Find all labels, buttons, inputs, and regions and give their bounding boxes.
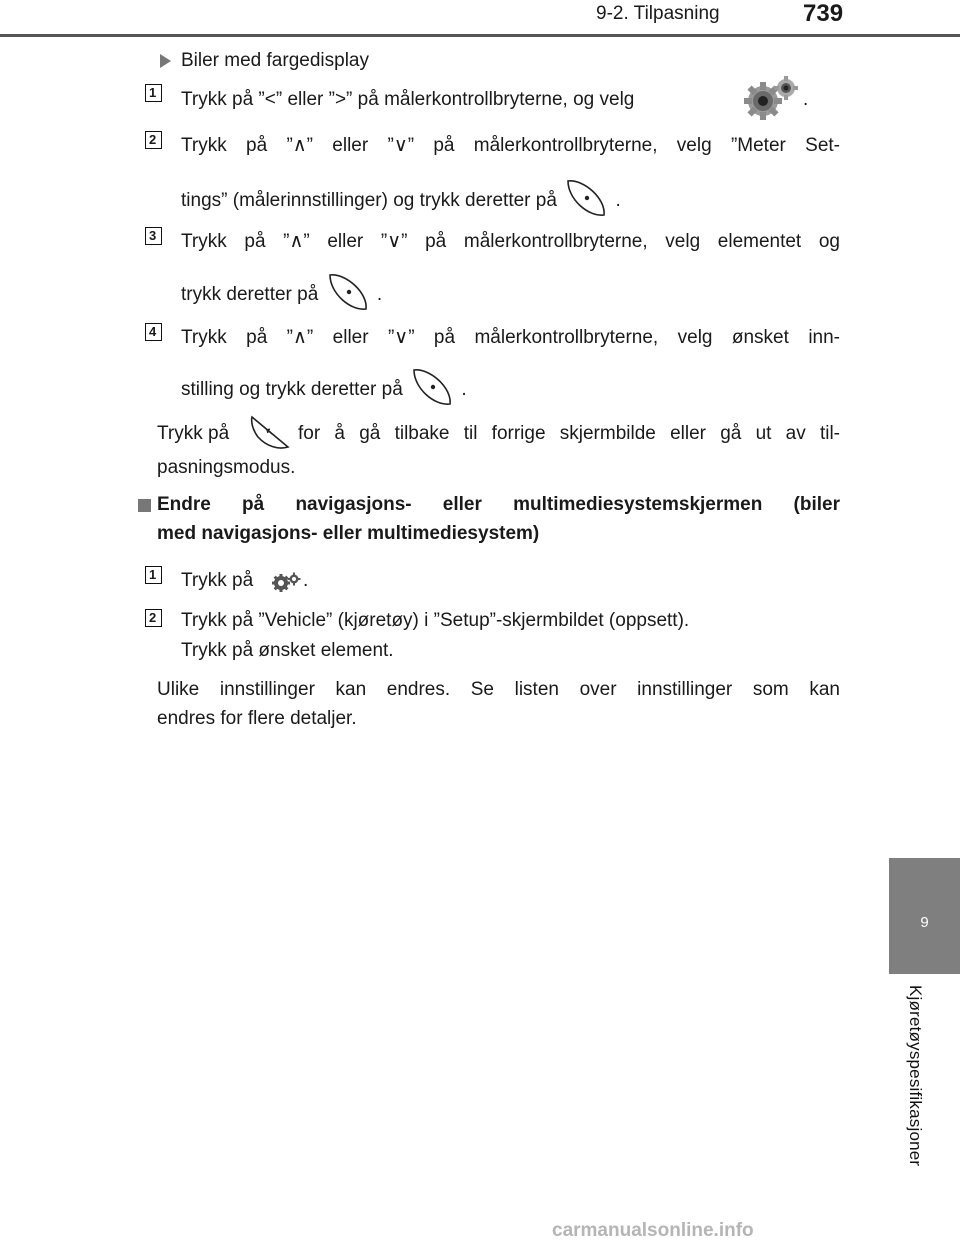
step-text: Trykk på ”∧” eller ”∨” på målerkontrollbryterne, velg elementet og [181, 231, 840, 252]
step-number: 2 [145, 131, 162, 149]
step-text: Trykk på ”∧” eller ”∨” på målerkontrollbryterne, velg ”Meter Set- [181, 135, 840, 156]
gears-icon [744, 76, 800, 125]
step-text-line2: Trykk på ønsket element. [181, 640, 394, 661]
back-note-line1-start: Trykk på [157, 423, 230, 444]
step-text-line2 [181, 366, 467, 414]
section-title: 9-2. Tilpasning [596, 3, 720, 24]
enter-button-icon [324, 271, 372, 319]
section-heading: Endre på navigasjons- eller multimediesystemskjermen (biler [157, 494, 840, 515]
watermark: carmanualsonline.info [552, 1220, 754, 1241]
header-rule [0, 34, 960, 37]
chapter-label: Kjøretøyspesifikasjoner [906, 985, 925, 1167]
step-text-part: . [461, 379, 467, 401]
back-button-icon [248, 413, 292, 458]
step-number: 3 [145, 227, 162, 245]
step-number: 4 [145, 323, 162, 341]
triangle-bullet-icon [160, 54, 171, 68]
step-text-part: stilling og trykk deretter på [181, 379, 403, 401]
step-text: Trykk på [181, 570, 254, 591]
step-text-part: . [615, 190, 621, 212]
closing-note-line1: Ulike innstillinger kan endres. Se listen over innstillinger som kan [157, 679, 840, 700]
closing-note-line2: endres for flere detaljer. [157, 708, 357, 729]
sub-heading: Biler med fargedisplay [181, 50, 369, 71]
step-text: Trykk på ”∧” eller ”∨” på målerkontrollbryterne, velg ønsket inn- [181, 327, 840, 348]
step-number: 1 [145, 566, 162, 584]
enter-button-icon [562, 177, 610, 225]
step-text-end: . [803, 89, 809, 110]
step-text-end: . [303, 570, 309, 591]
chapter-number: 9 [920, 914, 929, 931]
setup-gears-icon [271, 571, 301, 598]
enter-button-icon [408, 366, 456, 414]
square-bullet-icon [138, 499, 151, 512]
step-text-part: . [376, 284, 383, 306]
step-text-part: Trykk på ”<” eller ”>” på målerkontrollbryterne, og velg [181, 89, 635, 110]
section-heading-line2: med navigasjons- eller multimediesystem) [157, 523, 540, 544]
step-text: Trykk på ”Vehicle” (kjøretøy) i ”Setup”-skjermbildet (oppsett). [181, 610, 690, 631]
back-note-line2: pasningsmodus. [157, 457, 296, 478]
step-text-line2 [181, 177, 621, 225]
step-text [181, 89, 634, 111]
step-number: 1 [145, 84, 162, 102]
back-note-line1: for å gå tilbake til forrige skjermbilde eller gå ut av til- [298, 423, 840, 444]
step-text-part: tings” (målerinnstillinger) og trykk deretter på [181, 190, 557, 212]
step-text-line2 [181, 271, 382, 319]
page-number: 739 [803, 0, 844, 27]
step-text-part: trykk deretter på [181, 284, 319, 306]
step-number: 2 [145, 609, 162, 627]
